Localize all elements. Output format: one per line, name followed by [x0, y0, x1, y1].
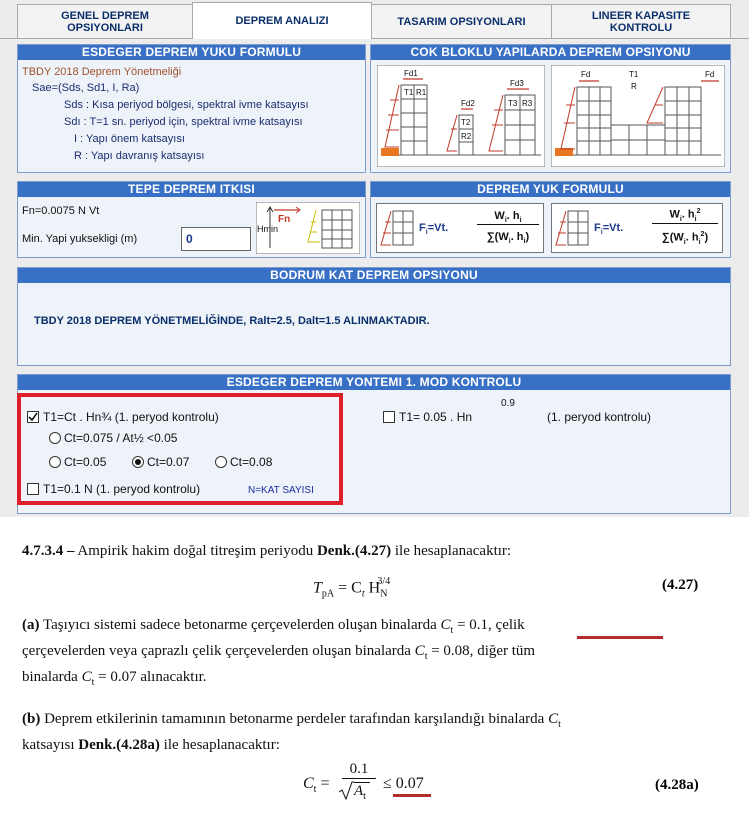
tab-divider: [0, 38, 749, 39]
den-sum: ∑(W: [486, 231, 509, 243]
tab-genel-deprem-opsiyonlari[interactable]: [17, 4, 193, 38]
doc-text: alınacaktır.: [136, 669, 207, 685]
doc-value: = 0.1,: [453, 617, 492, 633]
highlight-annotation-box: [17, 393, 343, 505]
num-w-sub: i: [504, 217, 507, 225]
eq-sub: t: [363, 791, 366, 802]
eq-symbol: A: [354, 783, 364, 799]
multi-block-left-figure: [377, 65, 545, 167]
t1-hn-note: (1. peryod kontrolu): [547, 410, 652, 424]
t1-ct-label: T1=Ct . Hn¾ (1. peryod kontrolu): [43, 410, 219, 424]
fig-label: T2: [461, 118, 471, 127]
doc-symbol: C: [414, 643, 425, 659]
tab-deprem-analizi[interactable]: [192, 2, 372, 39]
doc-symbol: C: [548, 711, 559, 727]
formula-denominator: $\sum(W_i$. $h_i$): [486, 231, 530, 246]
panel-header: TEPE DEPREM ITKISI: [18, 182, 365, 197]
formula-box-linear: [376, 203, 544, 253]
doc-equation-number: (4.28a): [655, 777, 699, 793]
doc-text: ile hesaplanacaktır:: [159, 737, 280, 753]
tab-label: DEPREM ANALIZI: [235, 15, 329, 27]
eq-symbol: T: [313, 579, 322, 597]
eq-symbol: = C: [334, 579, 362, 597]
doc-text: Deprem etkilerinin tamamının betonarme perdeler tarafından karşılandığı binalarda: [40, 711, 549, 727]
t1-hn-checkbox[interactable]: [383, 411, 395, 423]
den-end: ): [525, 231, 530, 243]
doc-paragraph-a-line3: [22, 669, 207, 691]
esdeger-formul-panel: [17, 44, 366, 173]
eq-symbol: C: [303, 775, 314, 792]
fig-label: Fd: [705, 70, 715, 79]
tab-label: TASARIM OPSIYONLARI: [397, 15, 526, 28]
doc-equation-ref: Denk.(4.27): [316, 543, 392, 559]
panel-header: DEPREM YUK FORMULU: [371, 182, 730, 197]
num-h: . h: [506, 210, 520, 222]
eq-sub: t: [361, 588, 365, 600]
den-h: . h: [510, 231, 524, 243]
panel-header: ESDEGER DEPREM YUKU FORMULU: [18, 45, 365, 60]
i-description: I : Yapı önem katsayısı: [74, 133, 185, 145]
sds-description: Sds : Kısa periyod bölgesi, spektral ivme katsayısı: [64, 99, 309, 111]
num-h: . h: [681, 208, 695, 221]
sae-formula: Sae=(Sds, Sd1, I, Ra): [32, 82, 140, 94]
panel-header: ESDEGER DEPREM YONTEMI 1. MOD KONTROLU: [18, 375, 730, 390]
f-sub: i: [600, 229, 603, 237]
doc-text: çerçevelerden veya çaprazlı çelik çerçevelerden oluşan binalarda: [22, 643, 415, 659]
cok-bloklu-panel: [370, 44, 731, 173]
doc-equation-number: (4.27): [662, 577, 699, 593]
kat-sayisi-note: N=KAT SAYISI: [248, 485, 314, 496]
min-height-input[interactable]: [181, 227, 251, 251]
tab-label: GENEL DEPREM OPSIYONLARI: [61, 9, 149, 34]
tepe-deprem-panel: [17, 181, 366, 258]
den-h: . h: [685, 231, 699, 244]
doc-sub: t: [450, 625, 454, 636]
radio-ct-005-label: Ct=0.05: [64, 455, 107, 469]
formula-lhs: [419, 222, 448, 236]
bodrum-panel: [17, 267, 731, 366]
panel-header: BODRUM KAT DEPREM OPSIYONU: [18, 268, 730, 283]
regulation-label: TBDY 2018 Deprem Yönetmeliği: [22, 66, 182, 78]
doc-symbol: C: [81, 669, 92, 685]
sqrt-icon: [338, 781, 354, 801]
doc-equation-428a-lhs: [303, 775, 329, 798]
r-description: R : Yapı davranış katsayısı: [74, 150, 205, 162]
eq-sub: N: [380, 588, 388, 600]
formula-lhs: [594, 222, 623, 236]
radio-ct-008-label: Ct=0.08: [230, 455, 273, 469]
doc-value: = 0.07: [94, 669, 137, 685]
tab-tasarim-opsiyonlari[interactable]: [371, 4, 552, 38]
deprem-yuk-formul-panel: [370, 181, 731, 258]
fig-label: R2: [461, 132, 472, 141]
f-symbol: F: [419, 222, 426, 234]
fig-label: R3: [522, 99, 533, 108]
eq-sup: 3/4: [377, 576, 391, 587]
doc-text: Taşıyıcı sistemi sadece betonarme çerçevelerden oluşan binalarda: [39, 617, 441, 633]
doc-value: = 0.08,: [427, 643, 474, 659]
doc-equation-428a-numerator: 0.1: [342, 761, 376, 779]
t1-hn-label: T1= 0.05 . Hn: [399, 410, 473, 424]
doc-symbol: C: [440, 617, 451, 633]
eq-symbol: =: [316, 775, 330, 792]
f-symbol: F: [594, 222, 601, 234]
doc-text: katsayısı: [22, 737, 79, 753]
doc-section-number: 4.7.3.4 –: [22, 543, 75, 559]
fig-label: T3: [508, 99, 518, 108]
doc-paragraph-intro: [22, 543, 511, 560]
fig-label: Fd: [581, 70, 591, 79]
fig-label: Fd1: [404, 69, 418, 78]
den-end: ): [704, 231, 709, 244]
sqrt-radicand: [354, 782, 370, 805]
building-mini-icon: [379, 209, 415, 247]
multi-block-right-figure: [551, 65, 725, 167]
den-sup: 2: [700, 231, 705, 238]
doc-item-marker: (a): [22, 617, 40, 633]
doc-text: Ampirik hakim doğal titreşim periyodu: [74, 543, 317, 559]
radio-ct-007-label: Ct=0.07: [147, 455, 190, 469]
fig-label: Fd2: [461, 99, 475, 108]
bodrum-text: TBDY 2018 DEPREM YÖNETMELİĞİNDE, Ralt=2.5, Dalt=1.5 ALINMAKTADIR.: [34, 315, 430, 327]
num-w: W: [494, 210, 505, 222]
eq-sub: t: [313, 784, 317, 796]
f-eq: =Vt.: [427, 222, 449, 234]
fig-label: T1: [404, 88, 414, 97]
doc-equation-ref: Denk.(4.28a): [78, 737, 160, 753]
doc-text: diğer tüm: [473, 643, 536, 659]
formula-denominator: $\sum(W_i$. $h_i^2$): [661, 231, 709, 246]
t1-hn-exponent: 0.9: [501, 398, 515, 409]
formula-numerator: $W_i$. $h_i^2$: [652, 208, 718, 224]
fn-formula: Fn=0.0075 N Vt: [22, 205, 100, 217]
doc-equation-428a-rhs: ≤ 0.07: [383, 775, 424, 792]
tab-label: LINEER KAPASITE KONTROLU: [591, 9, 691, 34]
formula-numerator: [477, 210, 539, 225]
num-h-sub: i: [519, 217, 522, 225]
doc-equation-427: [313, 575, 400, 603]
min-height-value: 0: [186, 232, 193, 246]
eq-symbol: H: [364, 579, 381, 597]
f-sub: i: [425, 229, 428, 237]
den-sum: ∑(W: [661, 231, 684, 244]
fig-label: R1: [416, 88, 427, 97]
t1-01n-label: T1=0.1 N (1. peryod kontrolu): [43, 482, 201, 496]
sd1-description: Sdı : T=1 sn. periyod için, spektral ivme katsayısı: [64, 116, 303, 128]
fig-label: Fd3: [510, 79, 524, 88]
red-underline-007: [393, 794, 431, 797]
radio-ct-0075-label: Ct=0.075 / At½ <0.05: [64, 431, 178, 445]
panel-header: COK BLOKLU YAPILARDA DEPREM OPSIYONU: [371, 45, 730, 60]
doc-paragraph-b-line2: [22, 737, 280, 754]
building-mini-icon: [554, 209, 590, 247]
formula-box-quadratic: [551, 203, 723, 253]
tepe-itki-figure: [256, 202, 360, 254]
tab-lineer-kapasite-kontrolu[interactable]: [551, 4, 731, 38]
doc-paragraph-a-line1: [22, 617, 525, 639]
num-w: W: [669, 208, 680, 221]
fn-label: Fn: [278, 214, 291, 225]
min-height-label: Min. Yapi yuksekligi (m): [22, 233, 138, 245]
doc-item-marker: (b): [22, 711, 41, 727]
doc-sub: t: [558, 719, 561, 730]
fig-label: R: [631, 82, 637, 91]
doc-text: ile hesaplanacaktır:: [391, 543, 512, 559]
fig-label: T1: [629, 70, 639, 79]
doc-sub: t: [424, 651, 428, 662]
doc-paragraph-b-line1: [22, 711, 561, 733]
f-eq: =Vt.: [602, 222, 624, 234]
eq-sub: pA: [321, 588, 335, 600]
hmin-label: Hmin: [257, 224, 279, 234]
doc-text: binalarda: [22, 669, 82, 685]
doc-text: çelik: [491, 617, 525, 633]
red-underline-ct-01: [577, 636, 663, 639]
doc-paragraph-a-line2: [22, 643, 535, 665]
doc-sub: t: [91, 677, 95, 688]
num-sup: 2: [696, 208, 701, 215]
